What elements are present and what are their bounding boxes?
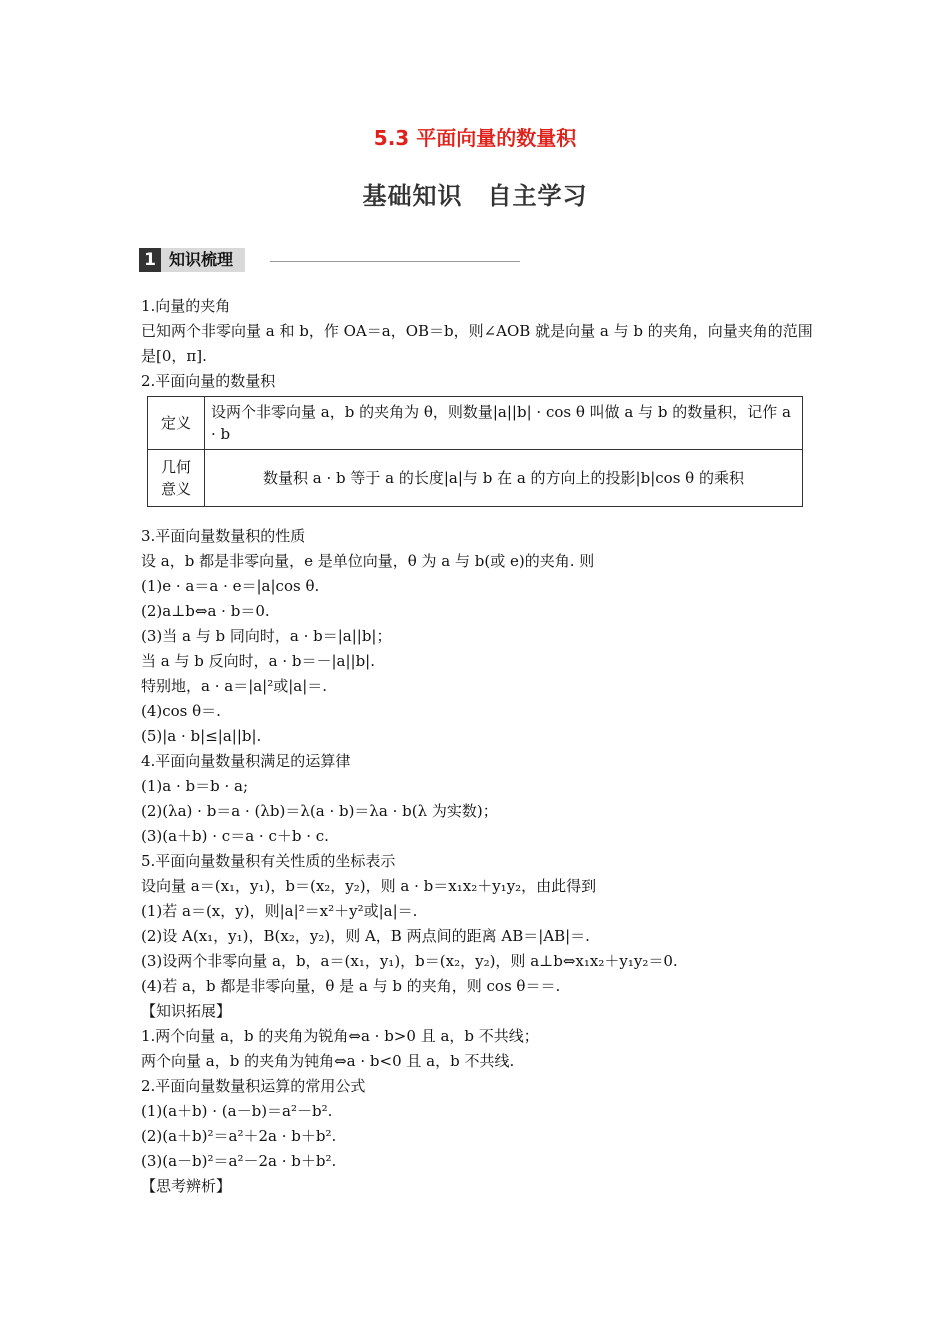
section-header [139,248,245,272]
text-line: (3)设两个非零向量 a，b，a＝(x₁，y₁)，b＝(x₂，y₂)，则 a⊥b⇔x₁x₂＋y₁y₂＝0. [141,952,678,970]
text-line: 设 a，b 都是非零向量，e 是单位向量，θ 为 a 与 b(或 e)的夹角. 则 [141,552,595,570]
section-subtitle: 基础知识 自主学习 [362,182,588,210]
text-line: 【思考辨析】 [141,1177,232,1195]
text-line: (2)(a＋b)²＝a²＋2a · b＋b². [141,1127,337,1145]
text-line: (5)|a · b|≤|a||b|. [141,727,262,745]
text-line: (2)设 A(x₁，y₁)，B(x₂，y₂)，则 A，B 两点间的距离 AB＝|AB|＝. [141,927,590,945]
definition-table [147,396,803,507]
table-value: 数量积 a · b 等于 a 的长度|a|与 b 在 a 的方向上的投影|b|cos θ 的乘积 [205,450,803,507]
text-line: 1.向量的夹角 [141,297,231,315]
text-line: 2.平面向量的数量积 [141,372,276,390]
text-line: (2)a⊥b⇔a · b＝0. [141,602,270,620]
text-line: 1.两个向量 a，b 的夹角为锐角⇔a · b>0 且 a，b 不共线； [141,1027,539,1045]
text-line: 设向量 a＝(x₁，y₁)，b＝(x₂，y₂)，则 a · b＝x₁x₂＋y₁y₂，由此得到 [141,877,597,895]
text-line: (1)a · b＝b · a; [141,777,248,795]
text-line: (3)(a－b)²＝a²－2a · b＋b². [141,1152,337,1170]
table-key: 定义 [148,397,205,450]
section-number: 1 [139,248,161,272]
text-line: 3.平面向量数量积的性质 [141,527,306,545]
text-line: (1)e · a＝a · e＝|a|cos θ. [141,577,320,595]
text-line: 已知两个非零向量 a 和 b，作 OA＝a，OB＝b，则∠AOB 就是向量 a 与 b 的夹角，向量夹角的范围 [141,322,813,340]
section-label: 知识梳理 [161,248,245,272]
text-line: 4.平面向量数量积满足的运算律 [141,752,351,770]
table-value: 设两个非零向量 a，b 的夹角为 θ，则数量|a||b| · cos θ 叫做 a 与 b 的数量积，记作 a · b [205,397,803,450]
table-key: 几何意义 [148,450,205,507]
text-line: (3)当 a 与 b 同向时，a · b＝|a||b|； [141,627,392,645]
text-line: (1)若 a＝(x，y)，则|a|²＝x²＋y²或|a|＝. [141,902,418,920]
text-line: 2.平面向量数量积运算的常用公式 [141,1077,366,1095]
page-title: 5.3 平面向量的数量积 [373,126,577,150]
section-divider [270,261,520,262]
text-line: 是[0，π]. [141,347,207,365]
table-row [148,397,803,450]
text-line: (4)若 a，b 都是非零向量，θ 是 a 与 b 的夹角，则 cos θ＝＝. [141,977,561,995]
text-line: 两个向量 a，b 的夹角为钝角⇔a · b<0 且 a，b 不共线. [141,1052,515,1070]
text-line: (3)(a＋b) · c＝a · c＋b · c. [141,827,329,845]
table-row [148,450,803,507]
text-line: 5.平面向量数量积有关性质的坐标表示 [141,852,396,870]
text-line: 当 a 与 b 反向时，a · b＝－|a||b|. [141,652,375,670]
text-line: 特别地，a · a＝|a|²或|a|＝. [141,677,328,695]
text-line: (1)(a＋b) · (a－b)＝a²－b². [141,1102,333,1120]
text-line: 【知识拓展】 [141,1002,232,1020]
text-line: (4)cos θ＝. [141,702,221,720]
text-line: (2)(λa) · b＝a · (λb)＝λ(a · b)＝λa · b(λ 为实数)； [141,802,498,820]
